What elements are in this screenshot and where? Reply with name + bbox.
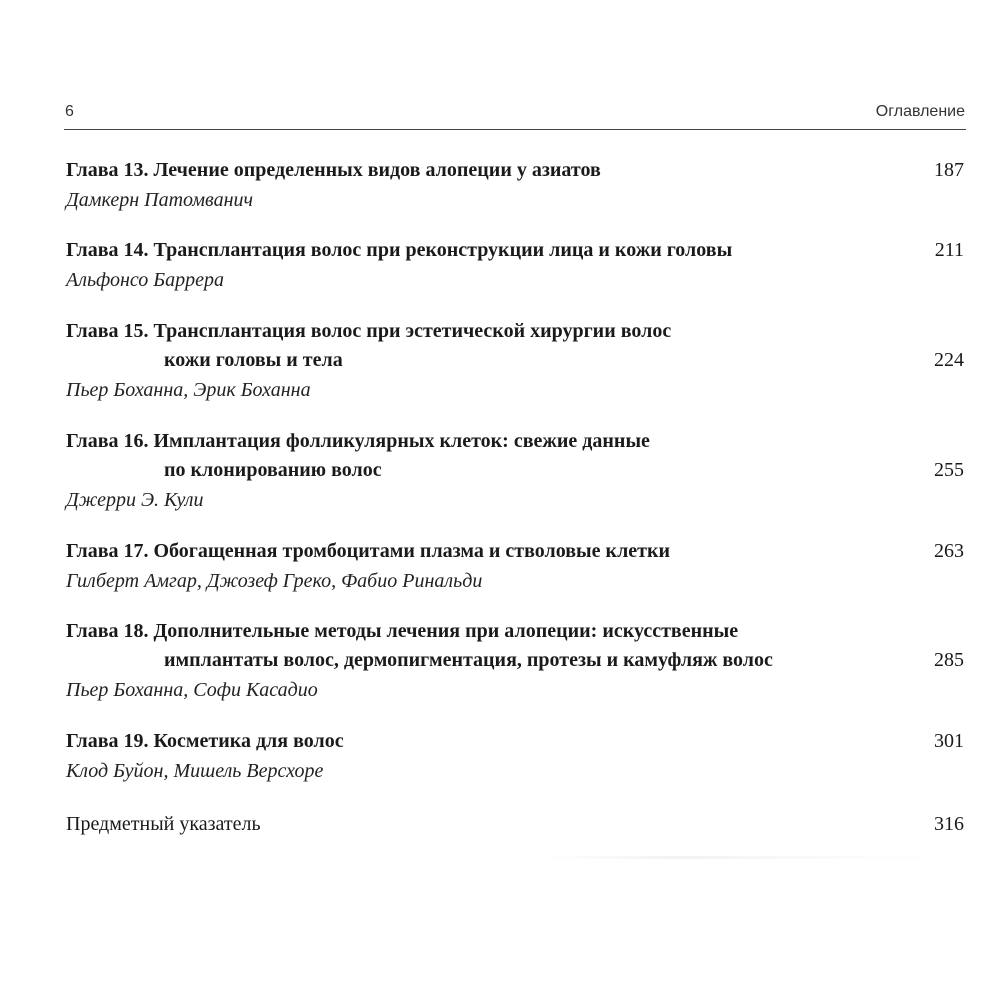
toc-entry-chapter-16[interactable] [66, 427, 964, 515]
chapter-title[interactable]: Глава 14. Трансплантация волос при реконструкции лица и кожи головы [66, 239, 733, 261]
scan-smudge [540, 856, 960, 859]
chapter-title[interactable]: Глава 15. Трансплантация волос при эстетической хирургии волос [66, 320, 672, 342]
chapter-title[interactable]: Глава 18. Дополнительные методы лечения при алопеции: искусственные [66, 620, 739, 642]
chapter-title-continued[interactable]: имплантаты волос, дермопигментация, протезы и камуфляж волос [164, 649, 773, 671]
chapter-authors: Пьер Боханна, Софи Касадио [66, 679, 318, 701]
toc-entry-chapter-18[interactable] [66, 617, 964, 705]
toc-entry-index[interactable] [66, 810, 964, 839]
page-ref: 263 [934, 540, 964, 562]
page-ref: 316 [934, 813, 964, 835]
chapter-title-continued[interactable]: кожи головы и тела [164, 349, 343, 371]
page-ref: 255 [934, 459, 964, 481]
chapter-authors: Джерри Э. Кули [66, 489, 204, 511]
toc-entry-chapter-19[interactable] [66, 727, 964, 786]
chapter-authors: Пьер Боханна, Эрик Боханна [66, 379, 311, 401]
chapter-authors: Клод Буйон, Мишель Версхоре [66, 760, 324, 782]
toc-entry-chapter-15[interactable] [66, 317, 964, 405]
chapter-title-continued[interactable]: по клонированию волос [164, 459, 382, 481]
page-ref: 224 [934, 349, 964, 371]
toc-entry-chapter-17[interactable] [66, 537, 964, 596]
chapter-authors: Альфонсо Баррера [66, 269, 224, 291]
toc-entry-chapter-14[interactable] [66, 236, 964, 295]
section-title: Оглавление [875, 103, 965, 120]
page-ref: 301 [934, 730, 964, 752]
page-ref: 211 [934, 239, 964, 261]
chapter-title[interactable]: Глава 16. Имплантация фолликулярных клеток: свежие данные [66, 430, 650, 452]
chapter-title[interactable]: Глава 17. Обогащенная тромбоцитами плазма и стволовые клетки [66, 540, 671, 562]
chapter-authors: Гилберт Амгар, Джозеф Греко, Фабио Ринальди [66, 570, 483, 592]
page-ref: 285 [934, 649, 964, 671]
chapter-title[interactable]: Глава 13. Лечение определенных видов алопеции у азиатов [66, 159, 601, 181]
header-rule [64, 129, 966, 130]
chapter-title[interactable]: Глава 19. Косметика для волос [66, 730, 344, 752]
page-number: 6 [65, 103, 74, 120]
chapter-authors: Дамкерн Патомванич [66, 189, 254, 211]
running-header [65, 103, 965, 125]
index-label[interactable]: Предметный указатель [66, 813, 261, 835]
toc-entry-chapter-13[interactable] [66, 156, 964, 215]
page-ref: 187 [934, 159, 964, 181]
